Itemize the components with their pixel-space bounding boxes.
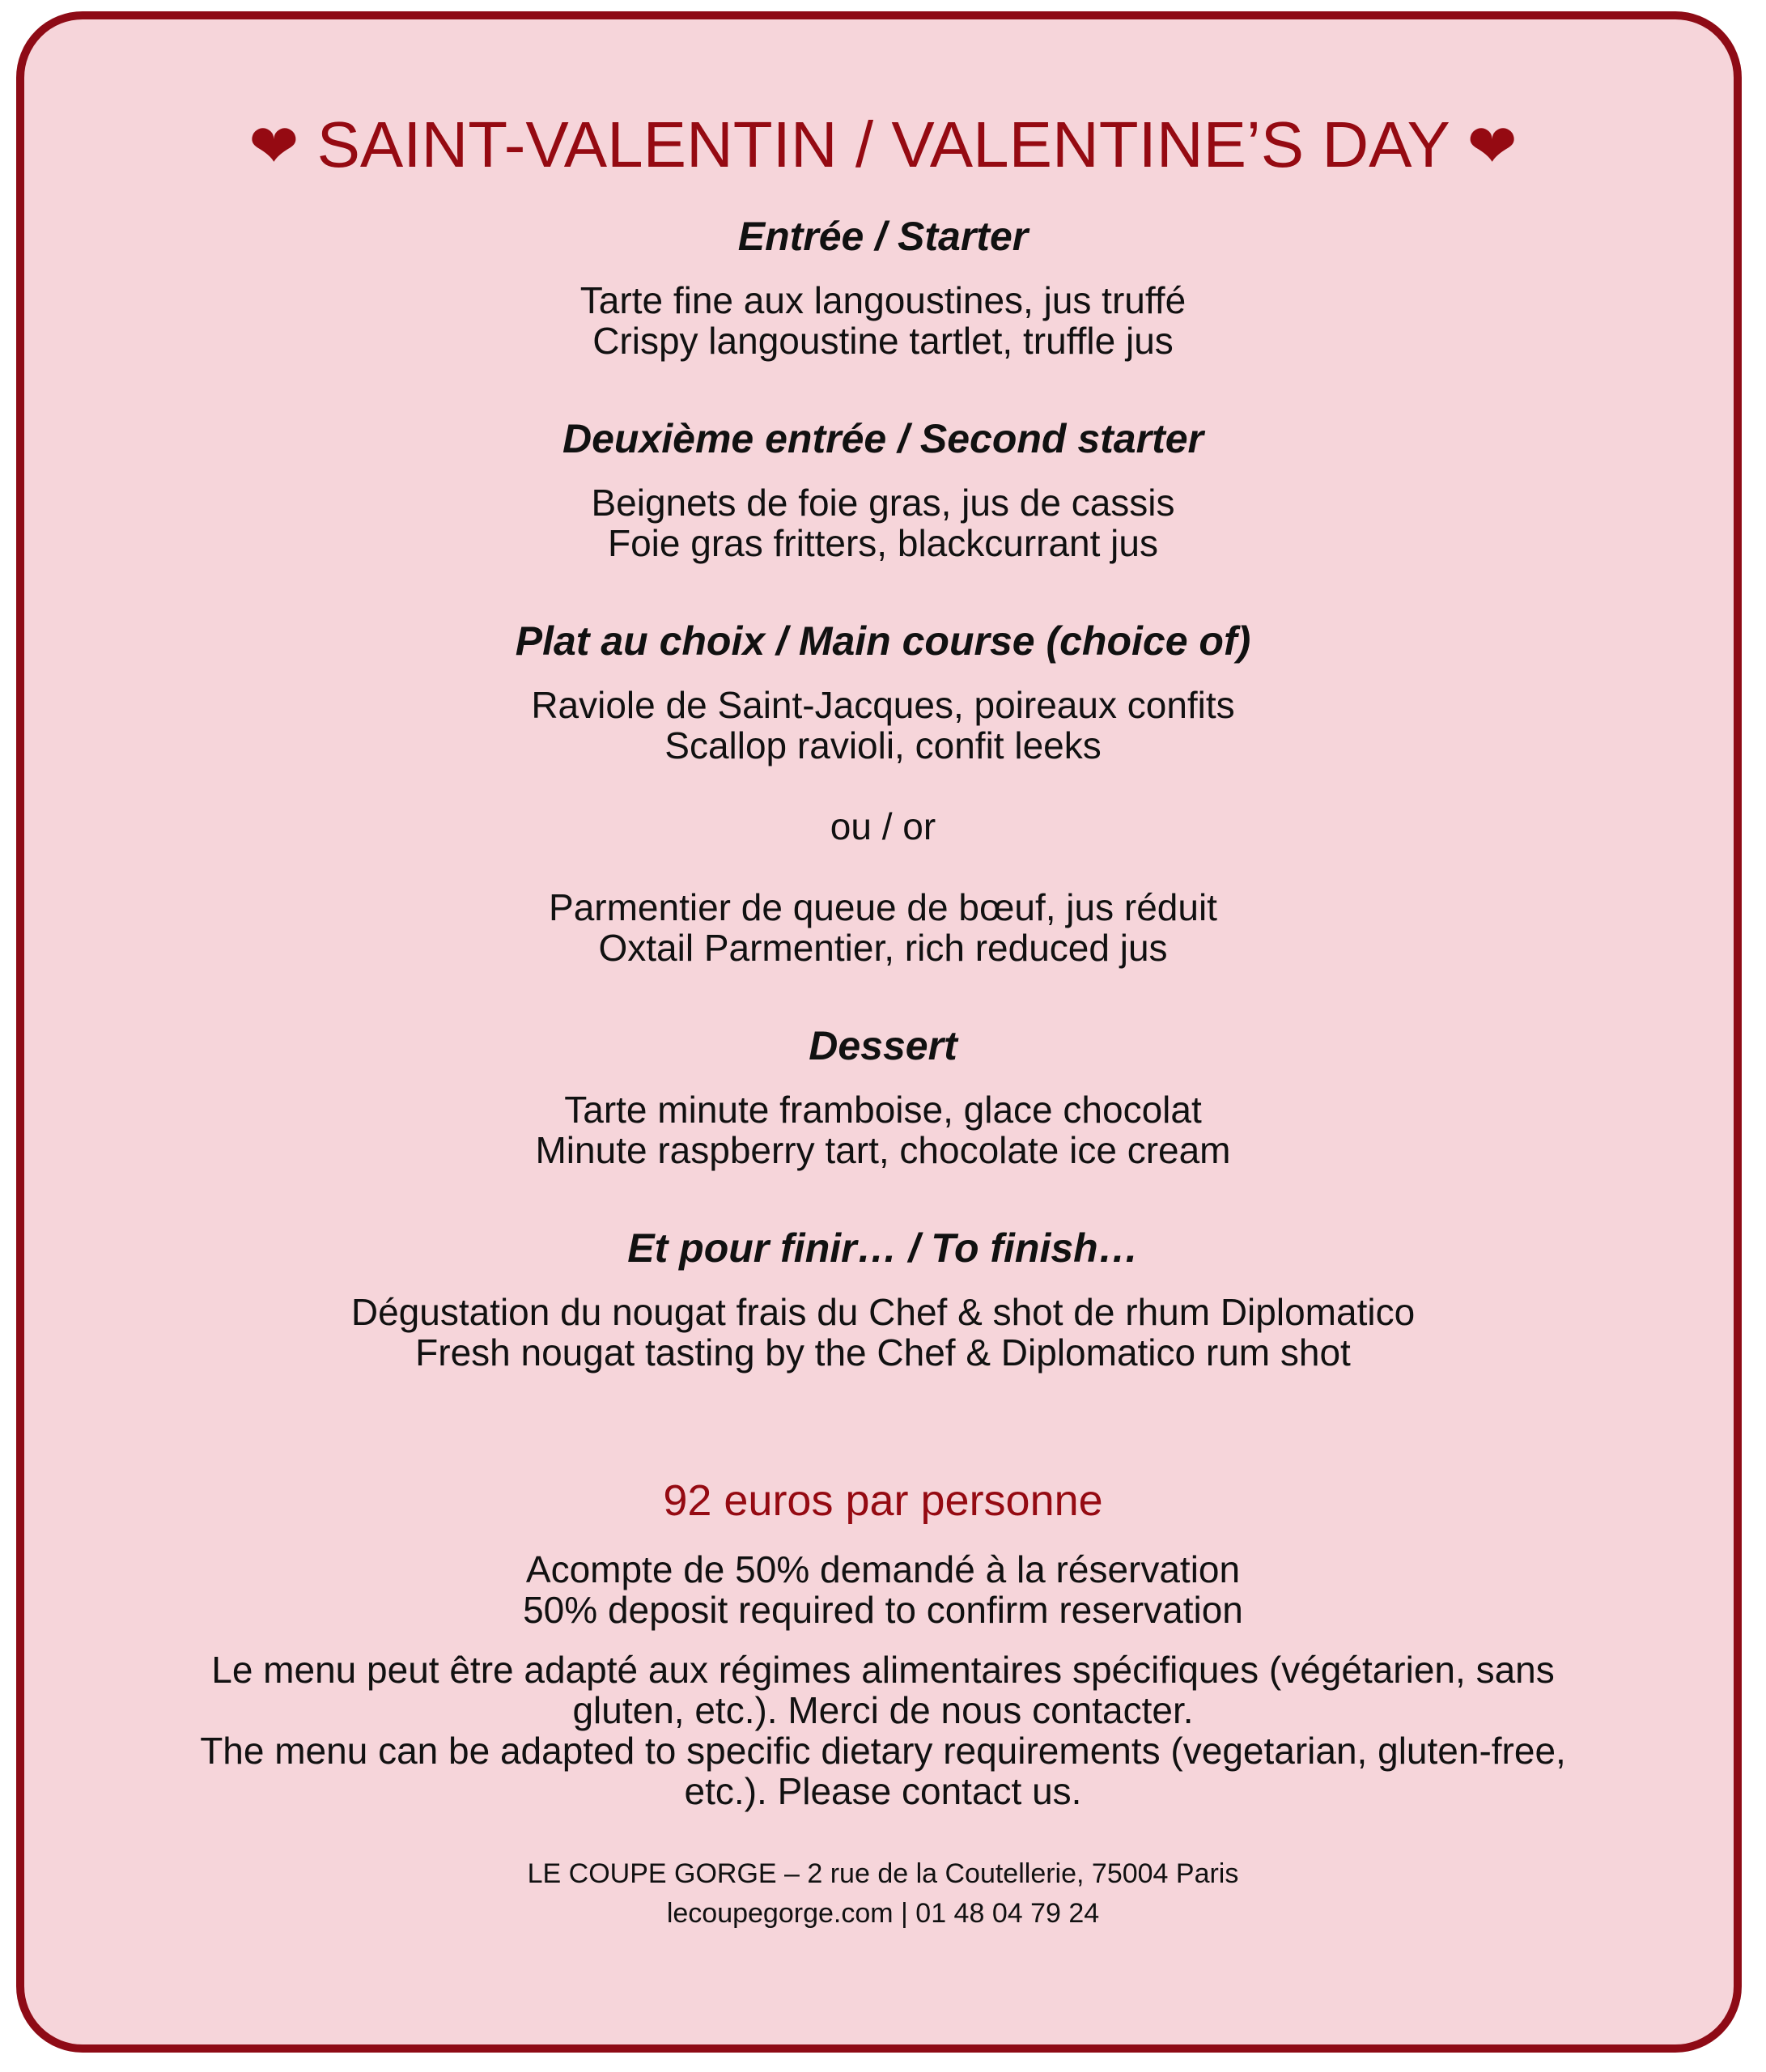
deposit-line: 50% deposit required to confirm reservation [523,1589,1243,1631]
dish-line: Oxtail Parmentier, rich reduced jus [598,927,1168,969]
dish-line: Parmentier de queue de bœuf, jus réduit [549,886,1217,928]
section-heading-second-starter: Deuxième entrée / Second starter [562,416,1204,461]
heart-icon: ❤ [1467,112,1518,181]
section-heading-main-course: Plat au choix / Main course (choice of) [515,618,1251,664]
dietary-note-line: The menu can be adapted to specific dietary requirements (vegetarian, gluten-free, [200,1730,1566,1772]
dietary-note-line: gluten, etc.). Merci de nous contacter. [572,1689,1194,1731]
choice-separator: ou / or [830,805,936,847]
dietary-note-line: etc.). Please contact us. [684,1770,1082,1812]
menu-title-text: SAINT-VALENTIN / VALENTINE’S DAY [316,108,1450,180]
dish-line: Foie gras fritters, blackcurrant jus [607,522,1158,564]
dish-line: Tarte minute framboise, glace chocolat [564,1089,1202,1131]
dish-line: Dégustation du nougat frais du Chef & shot de rhum Diplomatico [350,1291,1416,1333]
dietary-note-line: Le menu peut être adapté aux régimes alimentaires spécifiques (végétarien, sans [211,1649,1555,1691]
dish-line: Scallop ravioli, confit leeks [664,724,1102,766]
price-per-person: 92 euros par personne [663,1476,1103,1525]
restaurant-contact: lecoupegorge.com | 01 48 04 79 24 [666,1898,1100,1929]
section-heading-finish: Et pour finir… / To finish… [627,1225,1139,1271]
dish-line: Beignets de foie gras, jus de cassis [591,482,1175,524]
dish-line: Fresh nougat tasting by the Chef & Diplomatico rum shot [415,1331,1351,1374]
dish-line: Minute raspberry tart, chocolate ice cream [535,1129,1231,1171]
menu-title [0,100,1766,189]
dish-line: Raviole de Saint-Jacques, poireaux confits [531,684,1235,726]
section-heading-starter: Entrée / Starter [737,214,1029,259]
restaurant-address: LE COUPE GORGE – 2 rue de la Coutellerie, 75004 Paris [527,1858,1239,1889]
deposit-line: Acompte de 50% demandé à la réservation [525,1548,1241,1590]
dish-line: Crispy langoustine tartlet, truffle jus [592,320,1174,362]
heart-icon: ❤ [248,112,299,181]
section-heading-dessert: Dessert [809,1023,957,1068]
dish-line: Tarte fine aux langoustines, jus truffé [579,279,1187,321]
